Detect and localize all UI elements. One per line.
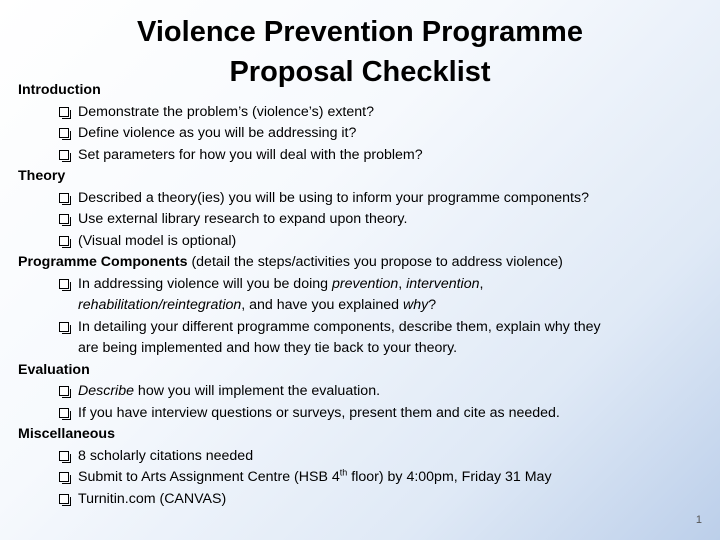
- checkbox-icon[interactable]: [59, 236, 69, 246]
- checkbox-icon[interactable]: [59, 128, 69, 138]
- page-number: 1: [695, 514, 702, 526]
- checkbox-icon[interactable]: [59, 494, 69, 504]
- misc-list: [18, 446, 708, 511]
- list-item: If you have interview questions or surveys, present them and cite as needed.: [18, 403, 708, 425]
- components-list: [18, 274, 708, 360]
- title-line-2: Proposal Checklist: [229, 56, 491, 88]
- components-note: (detail the steps/activities you propose to address violence): [187, 254, 563, 270]
- checkbox-icon[interactable]: [59, 214, 69, 224]
- checkbox-icon[interactable]: [59, 193, 69, 203]
- list-item: In addressing violence will you be doing prevention, intervention, rehabilitation/reintegration, and have you explained why?: [18, 274, 708, 317]
- theory-list: [18, 188, 708, 253]
- evaluation-list: [18, 381, 708, 424]
- checklist-content: [18, 80, 708, 510]
- evaluation-heading: Evaluation: [18, 361, 90, 378]
- list-item: Demonstrate the problem’s (violence’s) extent?: [18, 102, 708, 124]
- introduction-list: [18, 102, 708, 167]
- checkbox-icon[interactable]: [59, 150, 69, 160]
- checkbox-icon[interactable]: [59, 408, 69, 418]
- list-item: In detailing your different programme components, describe them, explain why they are being implemented and how they tie back to your theory.: [18, 317, 708, 360]
- checkbox-icon[interactable]: [59, 386, 69, 396]
- misc-heading: Miscellaneous: [18, 426, 115, 442]
- list-item: Use external library research to expand upon theory.: [18, 209, 708, 231]
- list-item: (Visual model is optional): [18, 231, 708, 253]
- checkbox-icon[interactable]: [59, 279, 69, 289]
- checkbox-icon[interactable]: [59, 472, 69, 482]
- list-item: Describe how you will implement the evaluation.: [18, 381, 708, 403]
- title-line-1: Violence Prevention Programme: [137, 16, 583, 48]
- introduction-heading: Introduction: [18, 82, 101, 98]
- checkbox-icon[interactable]: [59, 451, 69, 461]
- list-item: Described a theory(ies) you will be using to inform your programme components?: [18, 188, 708, 210]
- theory-heading: Theory: [18, 168, 66, 184]
- list-item: Turnitin.com (CANVAS): [18, 489, 708, 511]
- list-item: 8 scholarly citations needed: [18, 446, 708, 468]
- checkbox-icon[interactable]: [59, 322, 69, 332]
- list-item: Submit to Arts Assignment Centre (HSB 4th floor) by 4:00pm, Friday 31 May: [18, 467, 708, 489]
- components-heading: Programme Components (detail the steps/activities you propose to address violence): [18, 254, 563, 270]
- list-item: Define violence as you will be addressing it?: [18, 123, 708, 145]
- list-item: Set parameters for how you will deal with the problem?: [18, 145, 708, 167]
- checkbox-icon[interactable]: [59, 107, 69, 117]
